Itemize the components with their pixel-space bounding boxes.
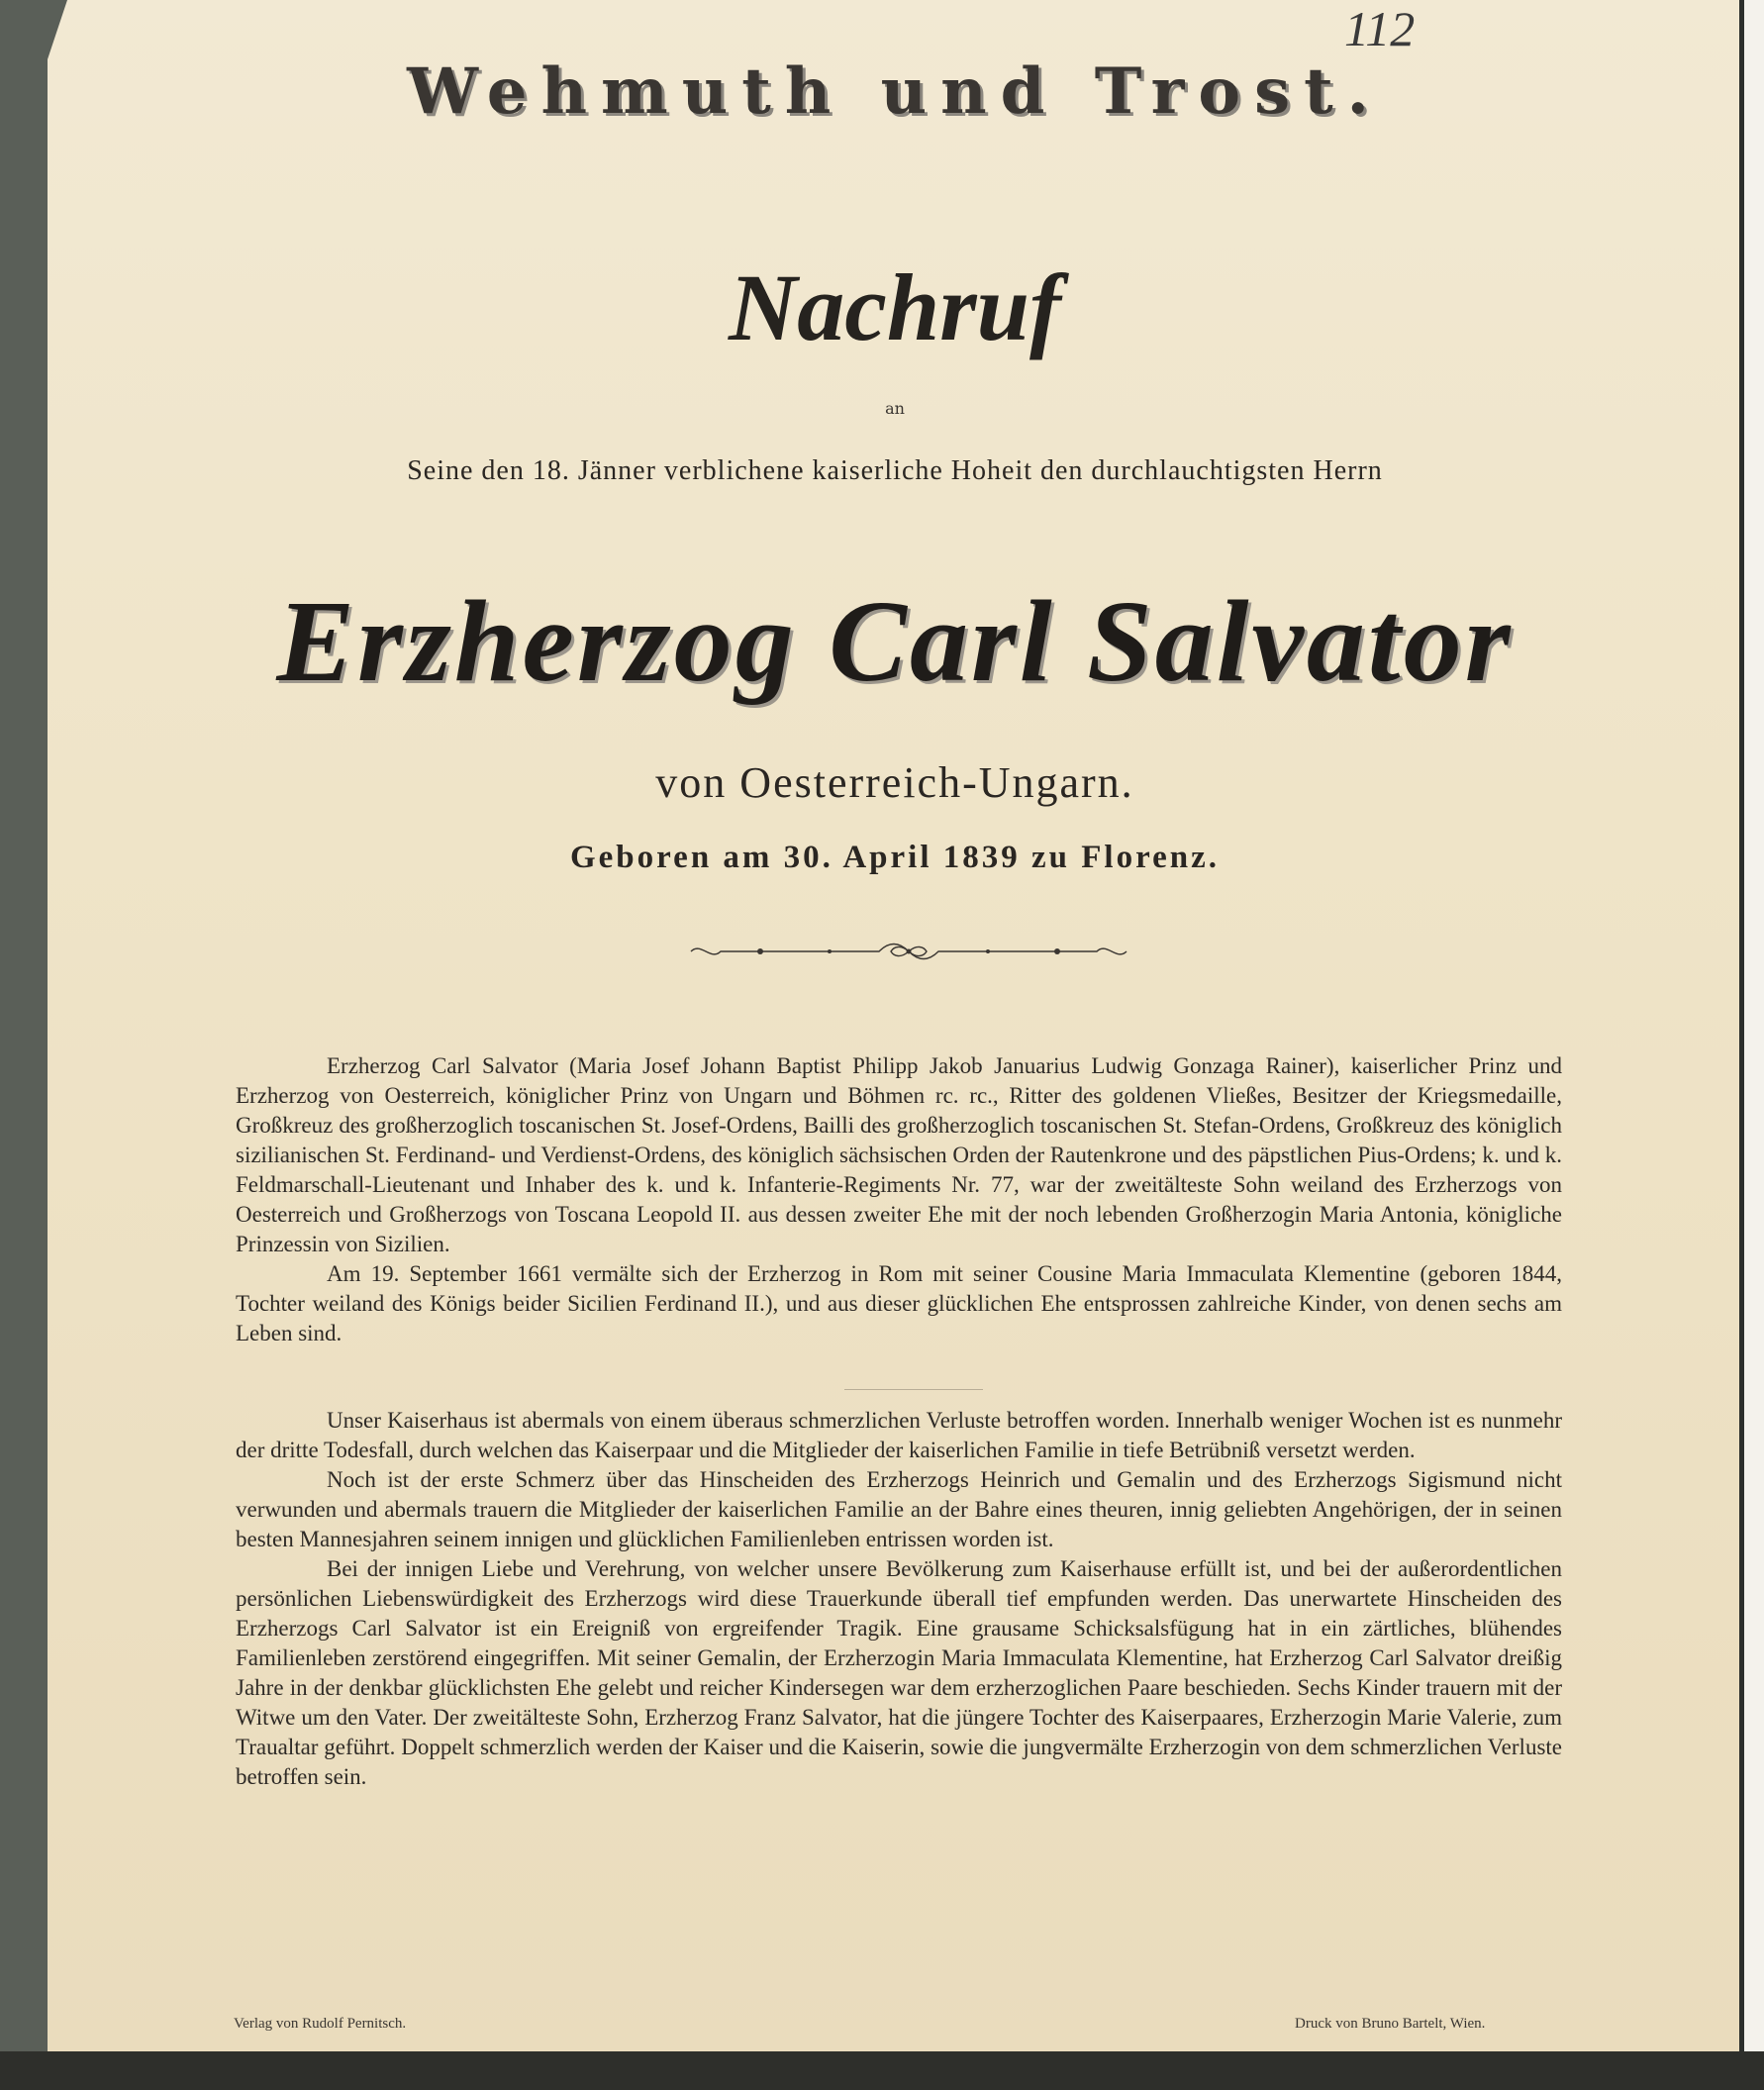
- headline: Wehmuth und Trost.: [407, 54, 1383, 129]
- folio-number: 112: [1344, 1, 1416, 56]
- publisher-imprint: Verlag von Rudolf Pernitsch.: [234, 2016, 407, 2032]
- bottom-background: [0, 2051, 1764, 2090]
- document-sheet: [48, 0, 1742, 2051]
- paragraph: Noch ist der erste Schmerz über das Hinscheiden des Erzherzogs Heinrich und Gemalin und des Erzherzogs Sigismund nicht verwunden und abermals trauern die Mitglieder der kaiserlichen Familie an der Bahre eines theuren, innig geliebten Angehörigen, der in seinen besten Mannesjahren seinem innigen und glücklichen Familienleben entrissen worden ist.: [236, 1467, 1562, 1551]
- house-line: von Oesterreich-Ungarn.: [655, 758, 1134, 807]
- paragraph: Am 19. September 1661 vermälte sich der Erzherzog in Rom mit seiner Cousine Maria Immaculata Klementine (geboren 1844, Tochter weiland des Königs beider Sicilien Ferdinand II.), und aus dieser glücklichen Ehe entsprossen zahlreiche Kinder, von denen sechs am Leben sind.: [236, 1261, 1562, 1345]
- mourning-section: [236, 1406, 1562, 1792]
- ornamental-divider: [681, 937, 1136, 966]
- page-corner: [48, 0, 67, 59]
- word-an: an: [885, 399, 905, 418]
- paragraph: Erzherzog Carl Salvator (Maria Josef Johann Baptist Philipp Jakob Januarius Ludwig Gonzaga Rainer), kaiserlicher Prinz und Erzherzog von Oesterreich, königlicher Prinz von Ungarn und Böhmen rc. rc., Ritter des goldenen Vließes, Besitzer der Kriegsmedaille, Großkreuz des großherzoglich toscanischen St. Josef-Ordens, Bailli des großherzoglich toscanischen St. Stefan-Ordens, Großkreuz des königlich sizilianischen St. Ferdinand- und Verdienst-Ordens, des königlich sächsischen Orden der Rautenkrone und des päpstlichen Pius-Ordens; k. und k. Feldmarschall-Lieutenant und Inhaber des k. und k. Infanterie-Regiments Nr. 77, war der zweitälteste Sohn weiland des Erzherzogs von Oesterreich und Großherzogs von Toscana Leopold II. aus dessen zweiter Ehe mit der noch lebenden Großherzogin Maria Antonia, königliche Prinzessin von Sizilien.: [236, 1053, 1562, 1256]
- right-margin-strip: [1739, 0, 1764, 2090]
- biography-section: [236, 1051, 1562, 1348]
- birth-line: Geboren am 30. April 1839 zu Florenz.: [569, 840, 1221, 875]
- paragraph: Bei der innigen Liebe und Verehrung, von welcher unsere Bevölkerung zum Kaiserhause erfüllt ist, und bei der außerordentlichen persönlichen Liebenswürdigkeit des Erzherzogs wird diese Trauerkunde überall tief empfunden werden. Das unerwartete Hinscheiden des Erzherzogs Carl Salvator ist ein Ereigniß von ergreifender Tragik. Eine grausame Schicksalsfügung hat in ein zärtliches, blühendes Familienleben zerstörend eingegriffen. Mit seiner Gemalin, der Erzherzogin Maria Immaculata Klementine, hat Erzherzog Carl Salvator dreißig Jahre in der denkbar glücklichsten Ehe gelebt und reicher Kindersegen war dem erzherzoglichen Paare beschieden. Sechs Kinder trauern mit der Witwe um den Vater. Der zweitälteste Sohn, Erzherzog Franz Salvator, hat die jüngere Tochter des Kaiserpaares, Erzherzogin Marie Valerie, zum Traualtar geführt. Doppelt schmerzlich werden der Kaiser und die Kaiserin, sowie die jungvermälte Erzherzogin von dem schmerzlichen Verluste betroffen sein.: [236, 1556, 1562, 1789]
- paragraph: Unser Kaiserhaus ist abermals von einem überaus schmerzlichen Verluste betroffen worden. Innerhalb weniger Wochen ist es nunmehr der dritte Todesfall, durch welchen das Kaiserpaar und die Mitglieder der kaiserlichen Familie in tiefe Betrübniß versetzt werden.: [236, 1408, 1562, 1462]
- honoree-name: Erzherzog Carl Salvator: [276, 576, 1514, 706]
- printer-imprint: Druck von Bruno Bartelt, Wien.: [1295, 2016, 1486, 2032]
- section-separator: [844, 1389, 983, 1390]
- dedication-line: Seine den 18. Jänner verblichene kaiserliche Hoheit den durchlauchtigsten Herrn: [407, 455, 1383, 486]
- title-nachruf: Nachruf: [728, 254, 1062, 360]
